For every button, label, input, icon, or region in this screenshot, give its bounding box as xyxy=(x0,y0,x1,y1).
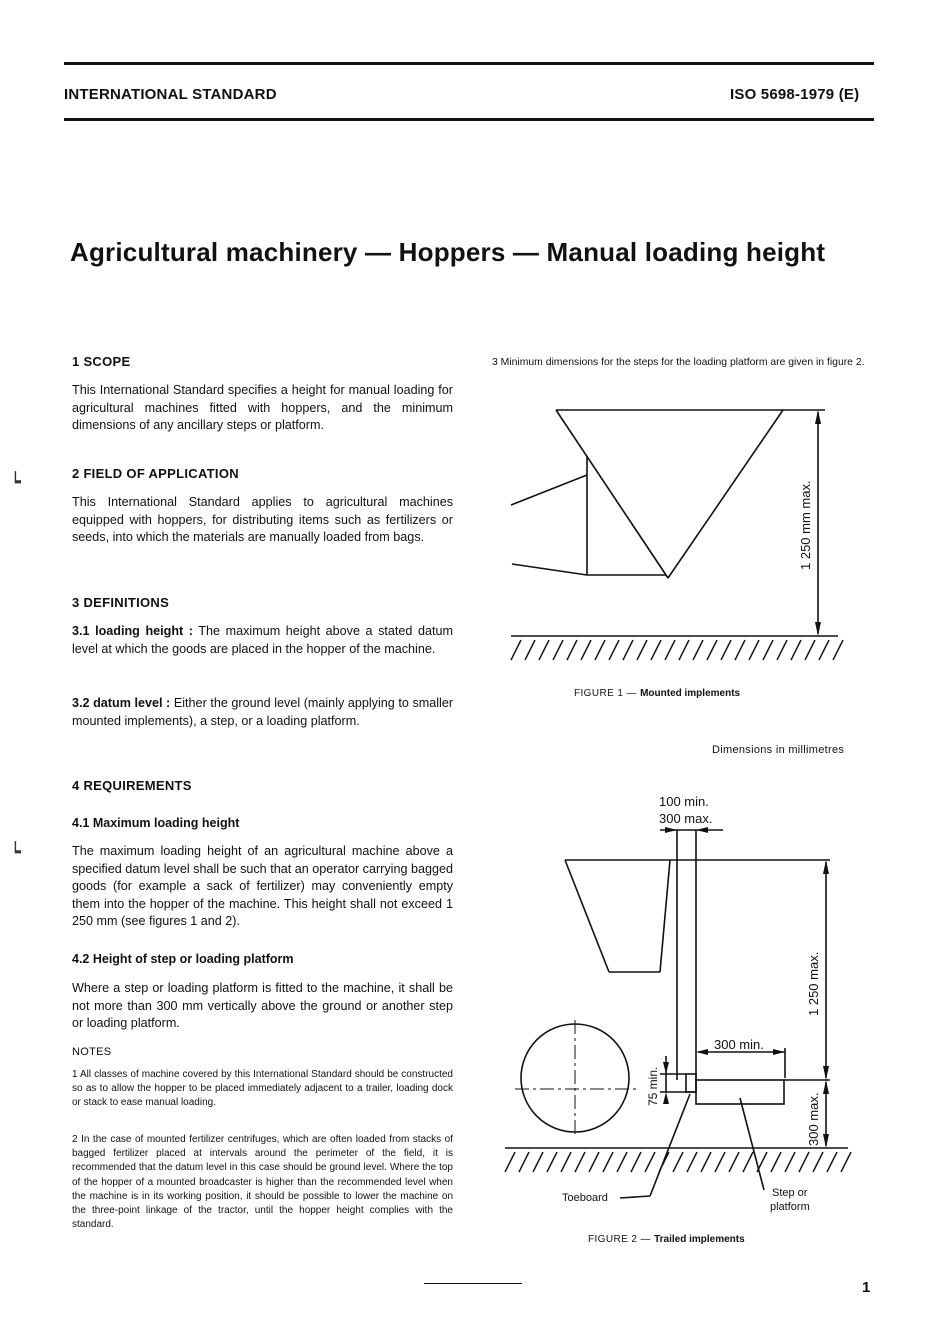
fig2-toeboard-leader xyxy=(650,1094,690,1196)
item-3-text: 3 Minimum dimensions for the steps for the loading platform are given in figure 2. xyxy=(492,357,865,368)
figure-2-caption-prefix: FIGURE 2 — xyxy=(588,1234,655,1245)
section-4-2-heading: 4.2 Height of step or loading platform xyxy=(72,952,294,966)
definition-3-1-number: 3.1 xyxy=(72,624,90,638)
fig2-ground-hatch xyxy=(505,1152,851,1172)
page-title: Agricultural machinery — Hoppers — Manual loading height xyxy=(70,237,826,267)
fig2-label-1250max: 1 250 max. xyxy=(806,951,821,1016)
definition-3-1-text: The maximum height above a stated datum level at which the goods are placed in the hopper of the machine. xyxy=(72,624,453,656)
figure-2-caption-title: Trailed implements xyxy=(654,1234,745,1245)
fig2-arrow-1250-bottom xyxy=(823,1066,829,1080)
fig2-label-100min: 100 min. xyxy=(659,794,709,809)
fig2-label-toeboard: Toeboard xyxy=(562,1192,608,1204)
fig2-arrow-300max-bottom xyxy=(823,1134,829,1148)
figure-1-caption-title: Mounted implements xyxy=(640,688,741,699)
footer-rule xyxy=(424,1283,522,1284)
fig2-label-300max-top: 300 max. xyxy=(659,811,713,826)
section-3-heading: 3 DEFINITIONS xyxy=(72,595,170,610)
fig1-height-label: 1 250 mm max. xyxy=(798,480,813,570)
fig2-arrow-300min-right xyxy=(773,1049,785,1055)
margin-mark: ┕ xyxy=(10,472,21,492)
dimensions-note: Dimensions in millimetres xyxy=(712,744,845,756)
section-4-2-text: Where a step or loading platform is fitted to the machine, it shall be not more than 300 mm vertically above the ground or another step or loading platform. xyxy=(72,981,453,1030)
section-1-heading: 1 SCOPE xyxy=(72,354,131,369)
fig2-arrow-300max-top xyxy=(823,1080,829,1094)
fig2-arrow-1250-top xyxy=(823,860,829,874)
notes-heading: NOTES xyxy=(72,1046,112,1058)
fig2-label-300min: 300 min. xyxy=(714,1037,764,1052)
section-2-text: This International Standard applies to agricultural machines equipped with hoppers, for distributing items such as fertilizers or seeds, into which the materials are manually loaded from bags. xyxy=(72,495,453,544)
section-1-text: This International Standard specifies a height for manual loading for agricultural machines fitted with hoppers, and the minimum dimensions of any ancillary steps or platform. xyxy=(72,383,453,432)
page-number: 1 xyxy=(862,1279,871,1296)
note-1: 1 All classes of machine covered by this International Standard should be constructed so as to allow the hopper to be placed immediately adjacent to a trailer, loading dock or stack to ease manual loading. xyxy=(72,1069,453,1109)
fig2-label-step-or: Step or xyxy=(772,1187,808,1199)
note-2: 2 In the case of mounted fertilizer centrifuges, which are often loaded from stacks of bagged fertilizer placed at intervals around the perimeter of the field, it is recommended that the datum level in this case should be ground level. Where the top of the hopper of a mounted broadcaster is higher than the recommended level when the machine is in its working position, it should be possible to lower the machine on the three-point linkage of the tractor, until the hopper height complies with the standard. xyxy=(72,1134,453,1231)
fig2-arrow-top-left xyxy=(665,827,677,833)
section-2-heading: 2 FIELD OF APPLICATION xyxy=(72,466,239,481)
figure-2-caption xyxy=(588,1234,745,1245)
fig2-toeboard-leader-end xyxy=(620,1196,650,1198)
fig2-label-75min: 75 min. xyxy=(646,1066,660,1106)
definition-3-2-text: Either the ground level (mainly applying to smaller mounted implements), a step, or a loading platform. xyxy=(72,696,454,728)
margin-mark: ┕ xyxy=(10,842,21,862)
fig2-arrow-75-bottom xyxy=(663,1092,669,1104)
fig2-arrow-top-right xyxy=(696,827,708,833)
section-4-1-heading: 4.1 Maximum loading height xyxy=(72,816,240,830)
fig2-hopper-right xyxy=(660,860,670,972)
fig2-arrow-300min-left xyxy=(696,1049,708,1055)
header-document-id: ISO 5698-1979 (E) xyxy=(730,86,860,103)
header-standard-label: INTERNATIONAL STANDARD xyxy=(64,86,277,103)
definition-3-2-number: 3.2 xyxy=(72,696,90,710)
section-4-heading: 4 REQUIREMENTS xyxy=(72,778,192,793)
fig2-label-300max-v: 300 max. xyxy=(806,1092,821,1146)
fig2-arrow-75-top xyxy=(663,1062,669,1074)
section-4-1-text: The maximum loading height of an agricultural machine above a specified datum level shall be such that an operator carrying bagged goods (for example a sack of fertilizer) may conveniently empty them into the hopper of the machine. This height shall not exceed 1 250 mm (see figures 1 and 2). xyxy=(72,844,453,928)
fig2-toeboard xyxy=(686,1074,696,1092)
fig2-step-leader xyxy=(740,1098,764,1190)
figure-1-caption-prefix: FIGURE 1 — xyxy=(574,688,641,699)
fig2-label-platform: platform xyxy=(770,1201,810,1213)
definition-3-1-term: loading height : xyxy=(95,624,193,638)
fig2-hopper-left xyxy=(565,860,609,972)
definition-3-2-term: datum level : xyxy=(93,696,171,710)
